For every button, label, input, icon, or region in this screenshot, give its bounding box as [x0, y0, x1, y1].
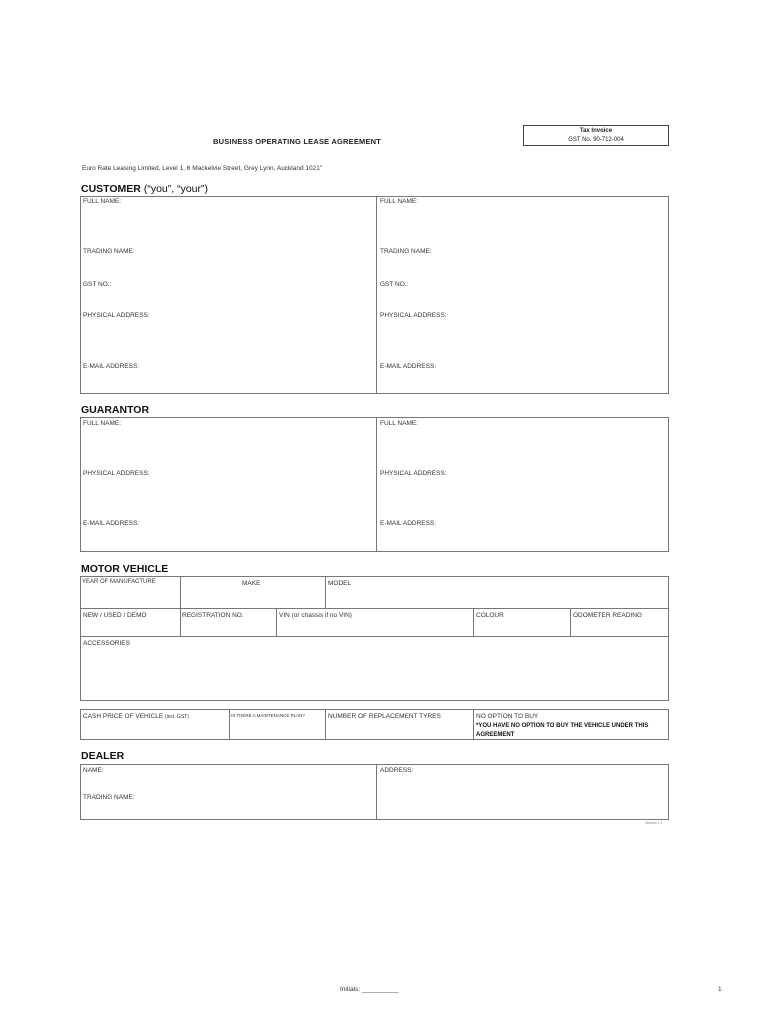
customer-email-field[interactable]: E-MAIL ADDRESS: [83, 363, 140, 370]
company-address: Euro Rate Leasing Limited, Level 1, 6 Mackelvie Street, Grey Lynn, Auckland 1021" [82, 165, 323, 172]
customer-trading-name-field[interactable]: TRADING NAME: [83, 248, 135, 255]
odometer-reading-field[interactable]: ODOMETER READING [573, 612, 642, 619]
motor-vehicle-heading: MOTOR VEHICLE [81, 563, 169, 575]
dealer-name-field[interactable]: NAME: [83, 767, 104, 774]
vehicle-col-3 [276, 608, 277, 636]
dealer-address-field[interactable]: ADDRESS: [380, 767, 414, 774]
vehicle-row-line-2 [80, 636, 669, 637]
customer-gst-field[interactable]: GST NO.: [83, 281, 112, 288]
price-col-3 [473, 709, 474, 740]
initials-field[interactable]: Initials: __________ [340, 986, 399, 993]
colour-field[interactable]: COLOUR [476, 612, 504, 619]
guarantor-email-field[interactable]: E-MAIL ADDRESS: [83, 520, 140, 527]
guarantor-full-name-field[interactable]: FULL NAME: [83, 420, 122, 427]
price-col-1 [229, 709, 230, 740]
customer-heading-title: CUSTOMER [81, 183, 141, 195]
vin-field[interactable]: VIN (or chassis if no VIN) [279, 612, 352, 619]
accessories-field[interactable]: ACCESSORIES [83, 640, 130, 647]
dealer-divider [376, 764, 377, 820]
version-label: Version 1.1 [645, 821, 663, 825]
page-number: 1 [718, 986, 722, 993]
customer2-gst-field[interactable]: GST NO.: [380, 281, 409, 288]
tax-invoice-box [523, 125, 669, 146]
vehicle-col-4 [473, 608, 474, 636]
gst-number: GST No. 90-712-004 [568, 137, 624, 143]
vehicle-col-2 [325, 576, 326, 608]
no-option-note [476, 722, 666, 740]
tax-invoice-label: Tax Invoice [579, 128, 613, 134]
customer-divider [376, 196, 377, 394]
guarantor-divider [376, 417, 377, 552]
model-field[interactable]: MODEL [328, 580, 352, 587]
document-title: BUSINESS OPERATING LEASE AGREEMENT [213, 137, 382, 146]
no-option-note-line-2: AGREEMENT [476, 732, 515, 738]
guarantor2-physical-address-field[interactable]: PHYSICAL ADDRESS: [380, 470, 447, 477]
cash-price-field[interactable] [83, 713, 189, 720]
customer2-email-field[interactable]: E-MAIL ADDRESS: [380, 363, 437, 370]
guarantor2-full-name-field[interactable]: FULL NAME: [380, 420, 419, 427]
maintenance-plan-field[interactable]: IS THERE A MAINTENANCE PLAN? [231, 713, 305, 718]
customer-box [80, 196, 669, 394]
customer-heading [81, 183, 208, 195]
motor-vehicle-box [80, 576, 669, 701]
dealer-heading: DEALER [81, 750, 125, 762]
vehicle-row-line-1 [80, 608, 669, 609]
price-col-2 [325, 709, 326, 740]
cash-price-gst-note: (incl. GST) [165, 714, 189, 720]
dealer-box [80, 764, 669, 820]
cash-price-label: CASH PRICE OF VEHICLE [83, 713, 164, 720]
guarantor-heading: GUARANTOR [81, 404, 150, 416]
vehicle-col-1 [180, 576, 181, 636]
guarantor2-email-field[interactable]: E-MAIL ADDRESS: [380, 520, 437, 527]
customer-heading-sub: (“you”, “your”) [143, 183, 208, 195]
year-of-manufacture-field[interactable]: YEAR OF MANUFACTURE [82, 579, 156, 585]
customer-full-name-field[interactable]: FULL NAME: [83, 198, 122, 205]
customer2-physical-address-field[interactable]: PHYSICAL ADDRESS: [380, 312, 447, 319]
no-option-note-line-1: *YOU HAVE NO OPTION TO BUY THE VEHICLE UNDER THIS [476, 723, 649, 729]
guarantor-physical-address-field[interactable]: PHYSICAL ADDRESS: [83, 470, 150, 477]
replacement-tyres-field[interactable]: NUMBER OF REPLACEMENT TYRES [328, 713, 441, 720]
customer-physical-address-field[interactable]: PHYSICAL ADDRESS: [83, 312, 150, 319]
vehicle-col-5 [570, 608, 571, 636]
make-field[interactable]: MAKE [242, 580, 261, 587]
dealer-trading-name-field[interactable]: TRADING NAME: [83, 794, 135, 801]
customer2-trading-name-field[interactable]: TRADING NAME: [380, 248, 432, 255]
guarantor-box [80, 417, 669, 552]
registration-no-field[interactable]: REGISTRATION NO. [182, 612, 244, 619]
new-used-demo-field[interactable]: NEW / USED / DEMO [83, 612, 147, 619]
no-option-to-buy-label: NO OPTION TO BUY [476, 713, 539, 720]
customer2-full-name-field[interactable]: FULL NAME: [380, 198, 419, 205]
